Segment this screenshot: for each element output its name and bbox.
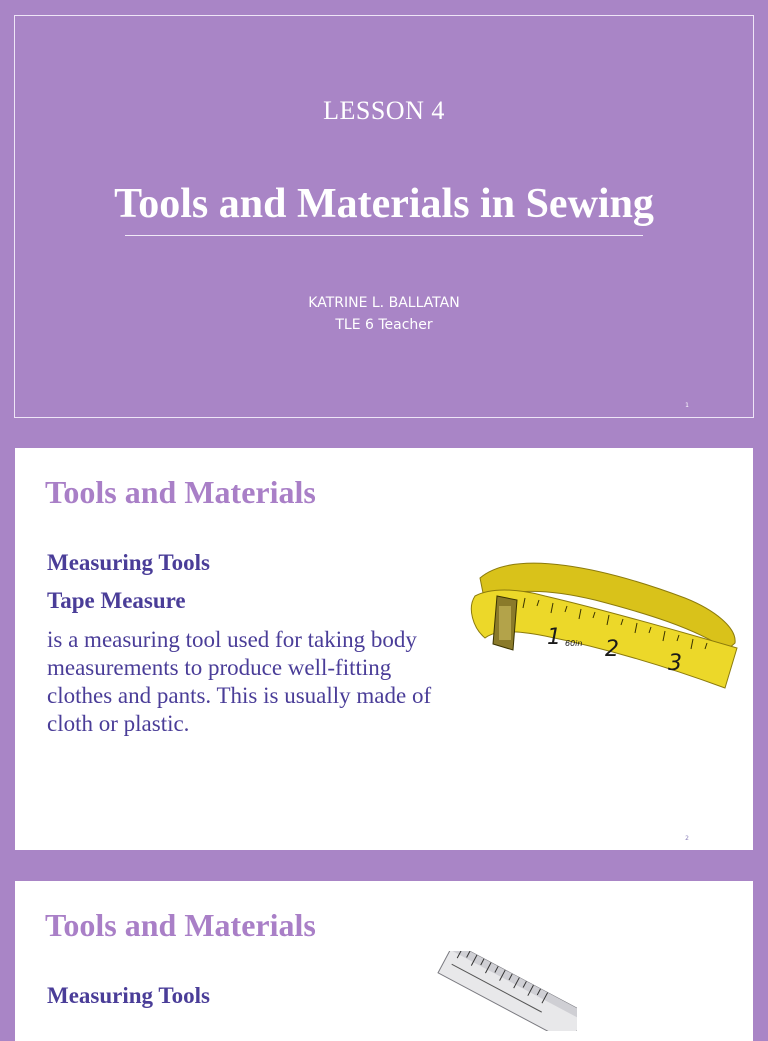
title-slide xyxy=(14,15,754,418)
tape-measure-slide xyxy=(15,448,753,850)
category-label: Measuring Tools xyxy=(47,983,210,1008)
tool-description: is a measuring tool used for taking body measurements to produce well-fitting clothes and pants. This is usually made of cloth or plastic. xyxy=(47,627,432,736)
lesson-label: LESSON 4 xyxy=(323,96,445,125)
category-label: Measuring Tools xyxy=(47,550,210,575)
tape-mark-2: 2 xyxy=(605,637,619,662)
title-underline xyxy=(125,235,643,236)
author-block xyxy=(15,292,753,336)
author-role: TLE 6 Teacher xyxy=(335,317,433,333)
slide-heading: Tools and Materials xyxy=(45,907,316,943)
tape-mark-3: 3 xyxy=(668,651,682,676)
slide-title: Tools and Materials in Sewing xyxy=(114,181,654,227)
slide-heading: Tools and Materials xyxy=(45,474,316,510)
ruler-slide xyxy=(15,881,753,1041)
page-number: 1 xyxy=(685,402,689,409)
tool-name: Tape Measure xyxy=(47,588,186,613)
tape-mark-1: 1 xyxy=(547,625,561,650)
tape-mark-60in: 60in xyxy=(565,639,583,648)
page-number: 2 xyxy=(685,835,689,842)
ruler-image xyxy=(427,951,577,1031)
author-name: KATRINE L. BALLATAN xyxy=(308,295,460,311)
tape-measure-image xyxy=(455,548,740,698)
